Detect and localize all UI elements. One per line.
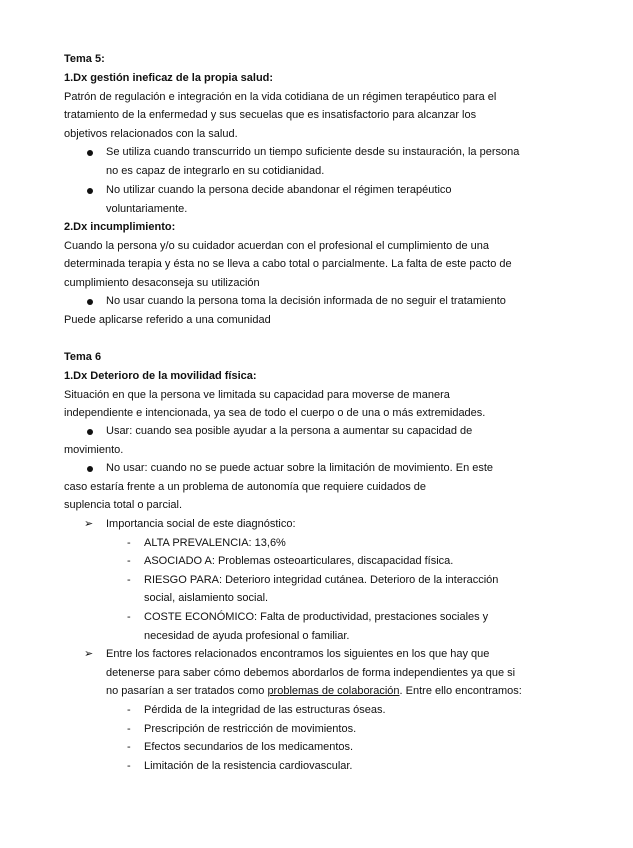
factores-text — [106, 682, 522, 701]
importancia-item: social, aislamiento social. — [144, 592, 269, 604]
no-usar-text: No usar: cuando no se puede actuar sobre la limitación de movimiento. En este — [106, 462, 494, 474]
factores-text: Entre los factores relacionados encontramos los siguientes en los que hay que — [106, 648, 490, 660]
tema6-heading: 1.Dx Deterioro de la movilidad física: — [64, 370, 257, 382]
dx1-def-line: tratamiento de la enfermedad y sus secuelas que es insatisfactorio para alcanzar los — [64, 109, 477, 121]
usar-text: Usar: cuando sea posible ayudar a la persona a aumentar su capacidad de — [106, 425, 473, 437]
importancia-item: ASOCIADO A: Problemas osteoarticulares, discapacidad física. — [144, 555, 454, 567]
dx1-def-line: Patrón de regulación e integración en la vida cotidiana de un régimen terapéutico para el — [64, 91, 497, 103]
dash-bullet-icon: - — [127, 723, 131, 735]
tema6-def-line: Situación en que la persona ve limitada su capacidad para moverse de manera — [64, 389, 450, 401]
dx1-bullet-text: no es capaz de integrarlo en su cotidianidad. — [106, 165, 325, 177]
usar-text: movimiento. — [64, 444, 124, 456]
importancia-item: ALTA PREVALENCIA: 13,6% — [144, 537, 286, 549]
importancia-label: Importancia social de este diagnóstico: — [106, 518, 296, 530]
importancia-item: necesidad de ayuda profesional o familiar. — [144, 630, 350, 642]
dash-bullet-icon: - — [127, 611, 131, 623]
dx1-bullet-text: voluntariamente. — [106, 203, 188, 215]
factores-text-post: . Entre ello encontramos: — [399, 685, 522, 697]
dx2-heading: 2.Dx incumplimiento: — [64, 221, 176, 233]
dx2-def-line: Cuando la persona y/o su cuidador acuerdan con el profesional el cumplimiento de una — [64, 240, 489, 252]
tema6-title: Tema 6 — [64, 351, 102, 363]
dx2-note: Puede aplicarse referido a una comunidad — [64, 314, 271, 326]
dash-bullet-icon: - — [127, 704, 131, 716]
no-usar-text: caso estaría frente a un problema de autonomía que requiere cuidados de — [64, 481, 427, 493]
no-usar-text: suplencia total o parcial. — [64, 499, 183, 511]
importancia-item: COSTE ECONÓMICO: Falta de productividad, prestaciones sociales y — [144, 611, 489, 623]
dash-bullet-icon: - — [127, 760, 131, 772]
factor-item: Prescripción de restricción de movimientos. — [144, 723, 357, 735]
arrow-bullet-icon: ➢ — [84, 648, 94, 660]
factor-item: Limitación de la resistencia cardiovascular. — [144, 760, 353, 772]
dx1-heading: 1.Dx gestión ineficaz de la propia salud: — [64, 72, 274, 84]
bullet-icon — [87, 466, 93, 472]
problemas-colaboracion-link: problemas de colaboración — [267, 685, 400, 697]
tema5-title: Tema 5: — [64, 53, 105, 65]
factores-text-pre: no pasarían a ser tratados como — [106, 685, 268, 697]
bullet-icon — [87, 150, 93, 156]
factor-item: Efectos secundarios de los medicamentos. — [144, 741, 354, 753]
factores-text: detenerse para saber cómo debemos abordarlos de forma independientes ya que si — [106, 667, 516, 679]
bullet-icon — [87, 188, 93, 194]
dash-bullet-icon: - — [127, 555, 131, 567]
dx1-bullet-text: No utilizar cuando la persona decide abandonar el régimen terapéutico — [106, 184, 452, 196]
dx2-def-line: determinada terapia y ésta no se lleva a cabo total o parcialmente. La falta de este pacto de — [64, 258, 512, 270]
dash-bullet-icon: - — [127, 537, 131, 549]
arrow-bullet-icon: ➢ — [84, 518, 94, 530]
dash-bullet-icon: - — [127, 741, 131, 753]
bullet-icon — [87, 299, 93, 305]
dash-bullet-icon: - — [127, 574, 131, 586]
importancia-item: RIESGO PARA: Deterioro integridad cutánea. Deterioro de la interacción — [144, 574, 499, 586]
factor-item: Pérdida de la integridad de las estructuras óseas. — [144, 704, 386, 716]
dx2-bullet-text: No usar cuando la persona toma la decisión informada de no seguir el tratamiento — [106, 295, 506, 307]
dx1-bullet-text: Se utiliza cuando transcurrido un tiempo suficiente desde su instauración, la persona — [106, 146, 520, 158]
dx1-def-line: objetivos relacionados con la salud. — [64, 128, 238, 140]
dx2-def-line: cumplimiento desaconseja su utilización — [64, 277, 260, 289]
bullet-icon — [87, 429, 93, 435]
tema6-def-line: independiente e intencionada, ya sea de todo el cuerpo o de una o más extremidades. — [64, 407, 486, 419]
